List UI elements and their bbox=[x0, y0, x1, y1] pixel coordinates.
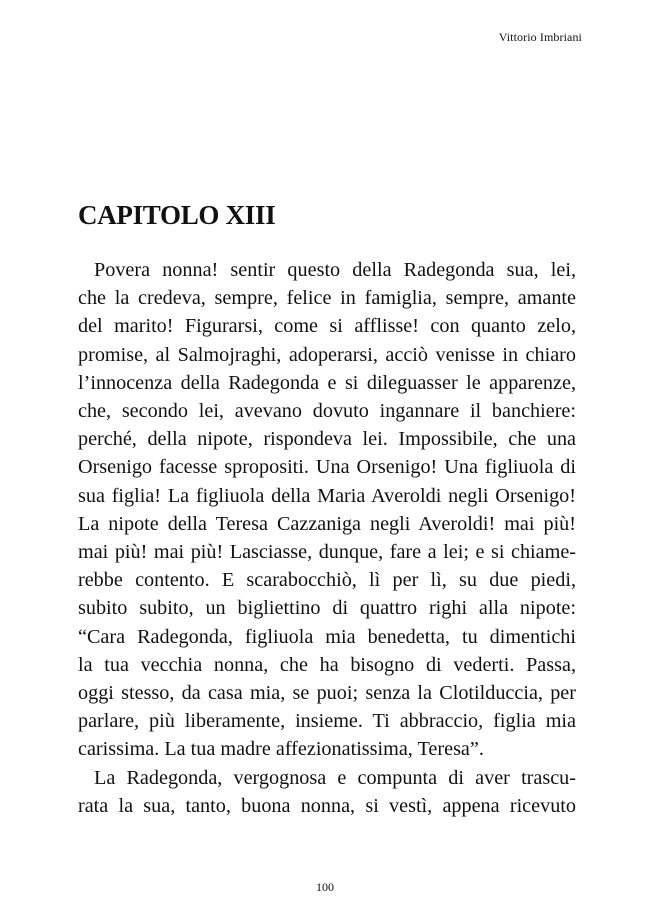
text-line: promise, al Salmojraghi, adoperarsi, acciò venisse in chiaro bbox=[78, 343, 576, 366]
text-line: sua figlia! La figliuola della Maria Averoldi negli Orsenigo! bbox=[78, 484, 576, 507]
text-line: oggi stesso, da casa mia, se puoi; senza la Clotilduccia, per bbox=[78, 682, 576, 705]
page-number: 100 bbox=[316, 880, 334, 894]
text-line: Povera nonna! sentir questo della Radegonda sua, lei, bbox=[94, 259, 576, 281]
running-head-author: Vittorio Imbriani bbox=[498, 30, 582, 44]
text-line: subito subito, un bigliettino di quattro righi alla nipote: bbox=[78, 597, 576, 620]
chapter-title: CAPITOLO XIII bbox=[78, 200, 276, 230]
text-line: perché, della nipote, rispondeva lei. Impossibile, che una bbox=[78, 428, 576, 451]
text-line: che, secondo lei, avevano dovuto ingannare il banchiere: bbox=[78, 400, 576, 423]
text-line: “Cara Radegonda, figliuola mia benedetta, tu dimentichi bbox=[78, 625, 576, 648]
body-text bbox=[78, 256, 576, 820]
text-line: rebbe contento. E scarabocchiò, lì per lì, su due piedi, bbox=[78, 569, 576, 592]
text-line: La Radegonda, vergognosa e compunta di aver trascu- bbox=[94, 766, 576, 789]
text-line: La nipote della Teresa Cazzaniga negli Averoldi! mai più! bbox=[78, 512, 576, 535]
text-line: parlare, più liberamente, insieme. Ti abbraccio, figlia mia bbox=[78, 710, 576, 733]
text-line: carissima. La tua madre affezionatissima, Teresa”. bbox=[78, 738, 484, 761]
text-line: l’innocenza della Radegonda e si dileguasser le apparenze, bbox=[78, 371, 576, 394]
text-line: mai più! mai più! Lasciasse, dunque, fare a lei; e si chiame- bbox=[78, 541, 576, 564]
text-line: rata la sua, tanto, buona nonna, si vestì, appena ricevuto bbox=[78, 794, 576, 817]
text-line: del marito! Figurarsi, come si afflisse! con quanto zelo, bbox=[78, 315, 576, 338]
text-line: la tua vecchia nonna, che ha bisogno di vederti. Passa, bbox=[78, 653, 576, 676]
text-line: Orsenigo facesse spropositi. Una Orsenigo! Una figliuola di bbox=[78, 456, 576, 479]
text-line: che la credeva, sempre, felice in famiglia, sempre, amante bbox=[78, 287, 576, 310]
